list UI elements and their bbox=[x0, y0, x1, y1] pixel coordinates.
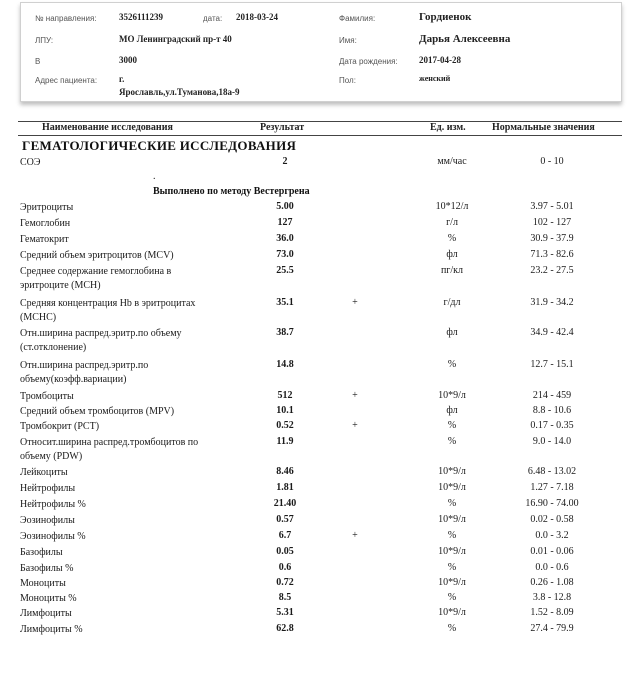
abnormal-flag: + bbox=[352, 390, 358, 401]
reference-range: 3.8 - 12.8 bbox=[532, 592, 572, 603]
reference-range: 30.9 - 37.9 bbox=[530, 233, 574, 244]
dob-label: Дата рождения: bbox=[339, 57, 398, 66]
reference-range: 102 - 127 bbox=[532, 217, 572, 228]
reference-range: 27.4 - 79.9 bbox=[530, 623, 574, 634]
unit: 10*9/л bbox=[438, 390, 466, 401]
result-value: 0.05 bbox=[276, 546, 294, 557]
test-name: Моноциты bbox=[20, 578, 66, 589]
result-value: 0.72 bbox=[276, 577, 294, 588]
col-name-header: Наименование исследования bbox=[42, 122, 173, 133]
unit: % bbox=[447, 623, 457, 634]
result-value: 38.7 bbox=[276, 327, 294, 338]
abnormal-flag: + bbox=[352, 530, 358, 541]
result-value: 14.8 bbox=[276, 359, 294, 370]
unit: 10*9/л bbox=[438, 546, 466, 557]
reference-range: 31.9 - 34.2 bbox=[530, 297, 574, 308]
reference-range: 71.3 - 82.6 bbox=[530, 249, 574, 260]
result-value: 8.46 bbox=[276, 466, 294, 477]
result-value: 5.00 bbox=[276, 201, 294, 212]
lpu-label: ЛПУ: bbox=[35, 36, 54, 45]
test-name: Отн.ширина распред.эритр.по объему (ст.отклонение) bbox=[20, 328, 182, 353]
reference-range: 0.17 - 0.35 bbox=[530, 420, 574, 431]
reference-range: 16.90 - 74.00 bbox=[525, 498, 579, 509]
unit: 10*9/л bbox=[438, 482, 466, 493]
result-value: 21.40 bbox=[273, 498, 297, 509]
result-value: 73.0 bbox=[276, 249, 294, 260]
address-label: Адрес пациента: bbox=[35, 76, 98, 85]
test-name: СОЭ bbox=[20, 157, 41, 168]
unit: г/дл bbox=[443, 297, 461, 308]
test-name: Гематокрит bbox=[20, 234, 69, 245]
result-value: 35.1 bbox=[276, 297, 294, 308]
reference-range: 0 - 10 bbox=[540, 156, 564, 167]
unit: % bbox=[447, 359, 457, 370]
unit: фл bbox=[446, 405, 458, 416]
col-unit-header: Ед. изм. bbox=[430, 122, 466, 133]
result-value: 11.9 bbox=[276, 436, 294, 447]
lpu-value: МО Ленинградский пр-т 40 bbox=[119, 34, 232, 44]
test-name: Эритроциты bbox=[20, 202, 74, 213]
result-value: 0.6 bbox=[278, 562, 292, 573]
unit: фл bbox=[446, 327, 458, 338]
result-value: 6.7 bbox=[278, 530, 292, 541]
address-value-2: Ярославль,ул.Туманова,18а-9 bbox=[119, 87, 240, 97]
date-value: 2018-03-24 bbox=[236, 12, 278, 22]
name-label: Имя: bbox=[339, 36, 357, 45]
method-note: Выполнено по методу Вестергрена bbox=[153, 186, 310, 197]
surname-label: Фамилия: bbox=[339, 14, 376, 23]
unit: фл bbox=[446, 249, 458, 260]
unit: % bbox=[447, 233, 457, 244]
test-name: Отн.ширина распред.эритр.по объему(коэфф.вариации) bbox=[20, 360, 149, 385]
reference-range: 12.7 - 15.1 bbox=[530, 359, 574, 370]
result-value: 36.0 bbox=[276, 233, 294, 244]
surname-value: Гордиенок bbox=[419, 11, 472, 23]
col-norm-header: Нормальные значения bbox=[492, 122, 595, 133]
unit: 10*9/л bbox=[438, 514, 466, 525]
result-value: 0.52 bbox=[276, 420, 294, 431]
reference-range: 9.0 - 14.0 bbox=[532, 436, 572, 447]
test-name: Эозинофилы % bbox=[20, 531, 86, 542]
reference-range: 0.02 - 0.58 bbox=[530, 514, 574, 525]
test-name: Тромбокрит (PCT) bbox=[20, 421, 100, 432]
unit: 10*9/л bbox=[438, 577, 466, 588]
test-name: Эозинофилы bbox=[20, 515, 75, 526]
name-value: Дарья Алексеевна bbox=[419, 33, 511, 45]
test-name: Гемоглобин bbox=[20, 218, 71, 229]
reference-range: 1.52 - 8.09 bbox=[530, 607, 574, 618]
test-name: Средняя концентрация Hb в эритроцитах (MCHC) bbox=[20, 298, 196, 323]
unit: пг/кл bbox=[440, 265, 464, 276]
sex-value: женский bbox=[419, 74, 451, 83]
dob-value: 2017-04-28 bbox=[419, 55, 461, 65]
reference-range: 23.2 - 27.5 bbox=[530, 265, 574, 276]
unit: % bbox=[447, 420, 457, 431]
test-name: Лимфоциты bbox=[20, 608, 72, 619]
sex-label: Пол: bbox=[339, 76, 356, 85]
result-value: 127 bbox=[277, 217, 293, 228]
reference-range: 0.0 - 0.6 bbox=[535, 562, 569, 573]
test-name: Лейкоциты bbox=[20, 467, 68, 478]
unit: % bbox=[447, 498, 457, 509]
test-name: Базофилы bbox=[20, 547, 63, 558]
referral-label: № направления: bbox=[35, 14, 97, 23]
col-result-header: Результат bbox=[260, 122, 305, 133]
reference-range: 3.97 - 5.01 bbox=[530, 201, 574, 212]
result-value: 10.1 bbox=[276, 405, 294, 416]
test-name: Лимфоциты % bbox=[20, 624, 83, 635]
unit: % bbox=[447, 592, 457, 603]
abnormal-flag: + bbox=[352, 297, 358, 308]
result-value: 512 bbox=[277, 390, 293, 401]
result-value: 0.57 bbox=[276, 514, 294, 525]
test-name: Средний объем тромбоцитов (MPV) bbox=[20, 406, 175, 417]
reference-range: 0.01 - 0.06 bbox=[530, 546, 574, 557]
test-name: Нейтрофилы % bbox=[20, 499, 86, 510]
result-value: 8.5 bbox=[278, 592, 292, 603]
unit: % bbox=[447, 530, 457, 541]
test-name: Средний объем эритроцитов (MCV) bbox=[20, 250, 174, 261]
reference-range: 0.0 - 3.2 bbox=[535, 530, 569, 541]
patient-header bbox=[20, 2, 622, 102]
reference-range: 34.9 - 42.4 bbox=[530, 327, 574, 338]
unit: мм/час bbox=[437, 156, 467, 167]
address-value-1: г. bbox=[119, 74, 125, 84]
unit: 10*9/л bbox=[438, 466, 466, 477]
reference-range: 8.8 - 10.6 bbox=[532, 405, 572, 416]
test-name: Среднее содержание гемоглобина в эритроците (MCH) bbox=[20, 266, 172, 291]
reference-range: 1.27 - 7.18 bbox=[530, 482, 574, 493]
reference-range: 0.26 - 1.08 bbox=[530, 577, 574, 588]
unit: % bbox=[447, 436, 457, 447]
unit: 10*12/л bbox=[435, 201, 469, 212]
test-name: Нейтрофилы bbox=[20, 483, 76, 494]
test-name: Относит.ширина распред.тромбоцитов по объему (PDW) bbox=[20, 437, 199, 462]
reference-range: 6.48 - 13.02 bbox=[527, 466, 577, 477]
method-dot: . bbox=[153, 171, 156, 182]
result-value: 2 bbox=[282, 156, 288, 167]
test-name: Моноциты % bbox=[20, 593, 77, 604]
unit: г/л bbox=[446, 217, 458, 228]
test-name: Базофилы % bbox=[20, 563, 74, 574]
abnormal-flag: + bbox=[352, 420, 358, 431]
table-header bbox=[18, 121, 622, 136]
result-value: 25.5 bbox=[276, 265, 294, 276]
referral-value: 3526111239 bbox=[119, 12, 164, 22]
test-name: Тромбоциты bbox=[20, 391, 74, 402]
unit: % bbox=[447, 562, 457, 573]
v-label: В bbox=[35, 57, 41, 66]
v-value: 3000 bbox=[119, 55, 137, 65]
date-label: дата: bbox=[203, 14, 223, 23]
result-value: 1.81 bbox=[276, 482, 294, 493]
reference-range: 214 - 459 bbox=[532, 390, 572, 401]
result-value: 62.8 bbox=[276, 623, 294, 634]
result-value: 5.31 bbox=[276, 607, 294, 618]
section-title: ГЕМАТОЛОГИЧЕСКИЕ ИССЛЕДОВАНИЯ bbox=[22, 138, 297, 153]
unit: 10*9/л bbox=[438, 607, 466, 618]
